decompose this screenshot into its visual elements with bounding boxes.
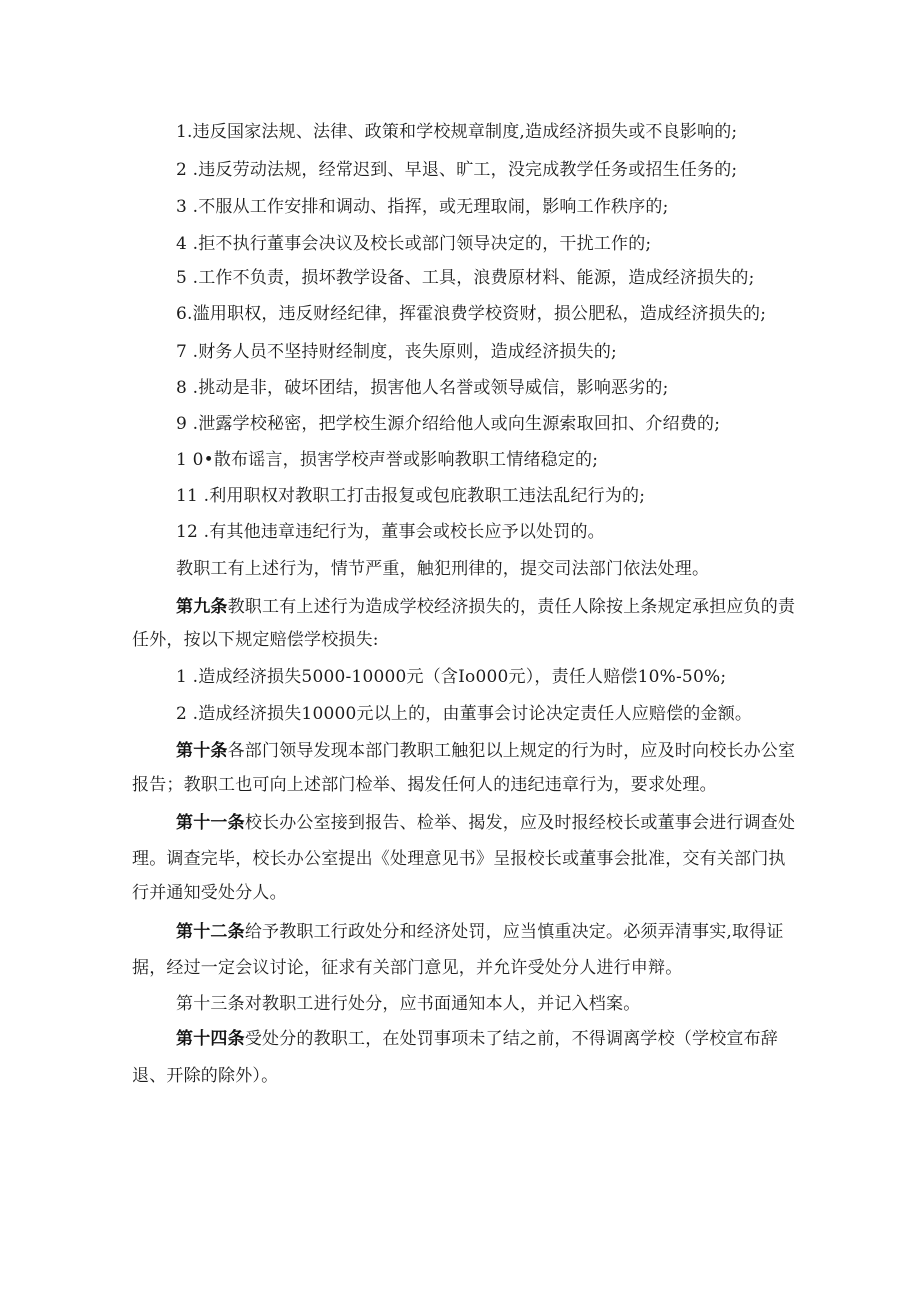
clause-11: 11 .利用职权对教职工打击报复或包庇教职工违法乱纪行为的;: [176, 486, 646, 506]
article-12-text: 给予教职工行政处分和经济处罚，应当慎重决定。必须弄清事实,取得证: [244, 922, 784, 942]
article-14-line-1: [176, 1024, 778, 1054]
article-9-line-2: 任外，按以下规定赔偿学校损失:: [132, 630, 379, 650]
clause-7: 7 .财务人员不坚持财经制度，丧失原则，造成经济损失的;: [176, 342, 617, 362]
clause-4: 4 .拒不执行董事会决议及校长或部门领导决定的，干扰工作的;: [176, 234, 652, 254]
article-14-title: 第十四条: [176, 1029, 245, 1049]
article-10-text: 各部门领导发现本部门教职工触犯以上规定的行为时，应及时向校长办公室: [227, 741, 796, 761]
clause-6: 6.滥用职权，违反财经纪律，挥霍浪费学校资财，损公肥私，造成经济损失的;: [176, 304, 767, 324]
clause-8: 8 .挑动是非，破坏团结，损害他人名誉或领导威信，影响恶劣的;: [176, 378, 669, 398]
article-12-line-1: [176, 917, 784, 947]
article-12-line-2: 据，经过一定会议讨论，征求有关部门意见，并允许受处分人进行申辩。: [132, 958, 683, 978]
criminal-note: 教职工有上述行为，情节严重，触犯刑律的，提交司法部门依法处理。: [176, 559, 710, 579]
article-10-line-2: 报告；教职工也可向上述部门检举、揭发任何人的违纪违章行为，要求处理。: [132, 775, 717, 795]
article-11-line-2: 理。调查完毕，校长办公室提出《处理意见书》呈报校长或董事会批准，交有关部门执: [132, 849, 786, 869]
article-14-line-2: 退、开除的除外）。: [132, 1066, 279, 1086]
article-9-text: 教职工有上述行为造成学校经济损失的，责任人除按上条规定承担应负的责: [227, 597, 796, 617]
clause-2: 2 .违反劳动法规，经常迟到、早退、旷工，没完成教学任务或招生任务的;: [176, 160, 738, 180]
article-11-title: 第十一条: [176, 813, 245, 833]
clause-10: 1 0•散布谣言，损害学校声誉或影响教职工情绪稳定的;: [176, 450, 599, 470]
article-9-item-2: 2 .造成经济损失10000元以上的，由董事会讨论决定责任人应赔偿的金额。: [176, 704, 753, 724]
article-14-text: 受处分的教职工，在处罚事项未了结之前，不得调离学校（学校宣布辞: [244, 1029, 779, 1049]
article-13: 第十三条对教职工进行处分，应书面通知本人，并记入档案。: [176, 994, 641, 1014]
article-9-line-1: [176, 592, 795, 622]
article-11-line-3: 行并通知受处分人。: [132, 883, 287, 903]
article-10-line-1: [176, 736, 795, 766]
article-12-title: 第十二条: [176, 922, 245, 942]
article-11-line-1: [176, 808, 795, 838]
clause-3: 3 .不服从工作安排和调动、指挥，或无理取闹，影响工作秩序的;: [176, 197, 669, 217]
article-11-text: 校长办公室接到报告、检举、揭发，应及时报经校长或董事会进行调查处: [244, 813, 796, 833]
clause-9: 9 .泄露学校秘密，把学校生源介绍给他人或向生源索取回扣、介绍费的;: [176, 414, 721, 434]
clause-12: 12 .有其他违章违纪行为，董事会或校长应予以处罚的。: [176, 522, 605, 542]
article-9-item-1: 1 .造成经济损失5000-10000元（含Io000元），责任人赔偿10%-50%;: [176, 667, 727, 687]
clause-5: 5 .工作不负责，损坏教学设备、工具，浪费原材料、能源，造成经济损失的;: [176, 268, 755, 288]
article-9-title: 第九条: [176, 597, 228, 617]
clause-1: 1.违反国家法规、法律、政策和学校规章制度,造成经济损失或不良影响的;: [176, 122, 738, 142]
article-10-title: 第十条: [176, 741, 228, 761]
